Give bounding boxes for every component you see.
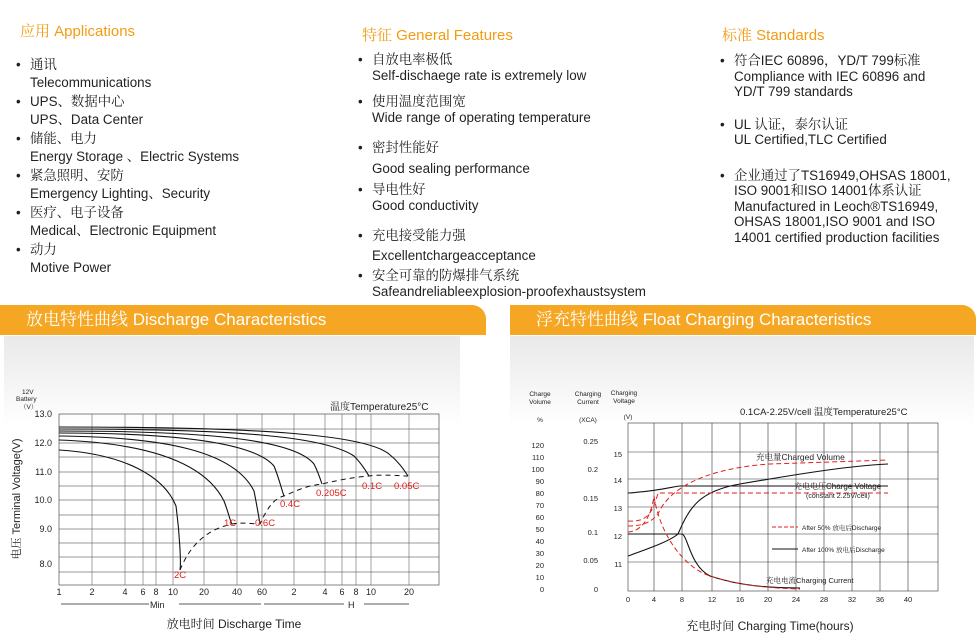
discharge-series-labels [174,481,419,581]
discharge-min-label: Min [150,600,165,610]
discharge-chart [4,336,460,636]
discharge-panel [4,336,460,636]
ytick-label: 12 [613,532,622,541]
xtick-label: 4 [651,595,657,604]
discharge-y-title: 电压 Terminal Voltage(V) [11,438,23,560]
float-xtick-labels [626,595,912,604]
float-label-volume: 充电量Charged Volume [756,452,845,462]
legend-item: After 100% 放电后Discharge [802,547,885,554]
axis-unit: (XCA) [579,417,597,424]
ytick-label: 13.0 [34,409,52,419]
list-item: • 使用温度范围宽 Wide range of operating temperature [358,94,591,125]
ytick-label: 0.15 [583,494,598,503]
series-label: 0.205C [316,488,347,499]
float-x-title: 充电时间 Charging Time(hours) [686,619,854,633]
ytick-label: 0 [539,585,544,594]
discharge-grid [59,414,439,585]
ytick-label: 12.0 [34,438,52,448]
xtick-label: 24 [791,595,801,604]
xtick-label: 0 [625,595,631,604]
applications-list [16,56,239,276]
xtick-label: 12 [707,595,717,604]
xtick-label: 10 [167,587,179,597]
features-title: 特征 General Features [362,27,513,44]
ytick-label: 13 [613,504,622,513]
float-label-voltage: 充电电压Charge Voltage [794,482,882,491]
ytick-label: 10 [535,573,544,582]
y-head-line: Battery [16,396,37,403]
list-item: • 密封性能好 Good sealing performance [358,140,530,176]
float-chart [510,336,974,636]
xtick-label: 8 [153,587,159,597]
axis-head: Charge [529,391,551,398]
series-label: 0.1C [362,481,383,492]
ytick-label: 14 [613,476,622,485]
float-panel [510,336,974,636]
xtick-label: 32 [847,595,857,604]
series-label: 1C [224,518,237,529]
xtick-label: 2 [89,587,95,597]
float-y-volume [531,441,544,594]
discharge-curves [59,427,408,570]
axis-head: Current [577,399,599,406]
ytick-label: 0.25 [583,437,598,446]
float-y-current [583,437,598,594]
axis-unit: % [537,417,543,424]
ytick-label: 10.0 [34,495,52,505]
xtick-label: 20 [763,595,773,604]
list-item: • 导电性好 Good conductivity [358,182,479,213]
ytick-label: 0.2 [587,465,598,474]
y-head-line: 12V [22,389,34,396]
list-item: • 紧急照明、安防 Emergency Lighting、Security [16,168,211,201]
series-label: 0.05C [394,481,420,492]
series-label: 0.4C [280,499,301,510]
xtick-label: 16 [735,595,745,604]
xtick-label: 1 [56,587,62,597]
list-item: • UPS、数据中心 UPS、Data Center [16,94,144,127]
xtick-label: 6 [339,587,345,597]
discharge-ytick-labels [34,409,52,569]
ytick-label: 70 [535,501,544,510]
xtick-label: 60 [256,587,268,597]
float-banner: 浮充特性曲线 Float Charging Characteristics [510,305,976,335]
xtick-label: 8 [353,587,359,597]
list-item: • 符合IEC 60896，YD/T 799标准 Compliance with IEC 60896 and YD/T 799 standards [720,53,926,99]
discharge-h-label: H [348,600,355,610]
axis-head: Voltage [613,398,635,405]
axis-head: Volume [529,399,551,406]
ytick-label: 50 [535,525,544,534]
xtick-label: 8 [679,595,685,604]
xtick-label: 10 [365,587,377,597]
discharge-vgrid [92,414,409,585]
xtick-label: 20 [198,587,210,597]
float-headers [529,390,637,424]
discharge-y-head [16,389,37,411]
ytick-label: 20 [535,561,544,570]
list-item: • 医疗、电子设备 Medical、Electronic Equipment [16,205,217,238]
float-label-current: 充电电流Charging Current [766,576,854,585]
ytick-label: 90 [535,477,544,486]
applications-title: 应用 Applications [20,23,136,40]
ytick-label: 120 [531,441,544,450]
axis-unit: (V) [623,414,633,421]
ytick-label: 60 [535,513,544,522]
list-item: • 通讯 Telecommunications [16,57,152,90]
xtick-label: 40 [231,587,243,597]
y-head-line: （V） [20,404,38,411]
list-item: • 自放电率极低 Self-dischaege rate is extremely low [358,52,587,83]
features-list [358,52,646,300]
float-grid [628,423,938,591]
xtick-label: 20 [403,587,415,597]
xtick-label: 40 [903,595,913,604]
ytick-label: 100 [531,465,544,474]
xtick-label: 36 [875,595,885,604]
list-item: • 储能、电力 Energy Storage 、Electric Systems [16,131,240,164]
xtick-label: 6 [140,587,146,597]
list-item: • 企业通过了TS16949,OHSAS 18001, ISO 9001和ISO 14001体系认证 Manufactured in Leoch®TS16949, OHSAS 18001,ISO 9001 and ISO 14001 certified production facilities [720,167,951,245]
ytick-label: 80 [535,489,544,498]
discharge-temp: 温度Temperature25°C [330,402,429,413]
ytick-label: 40 [535,537,544,546]
ytick-label: 9.0 [39,524,52,534]
standards-list [720,53,951,245]
ytick-label: 30 [535,549,544,558]
discharge-x-title: 放电时间 Discharge Time [166,617,302,631]
list-item: • UL 认证，泰尔认证 UL Certified,TLC Certified [720,116,887,147]
legend-item: After 50% 放电后Discharge [802,525,882,532]
float-label-voltage-note: (constant 2.25V/cell) [806,493,870,500]
discharge-banner: 放电特性曲线 Discharge Characteristics [0,305,486,335]
ytick-label: 8.0 [39,559,52,569]
list-item: • 充电接受能力强 Excellentchargeacceptance [358,228,536,263]
xtick-label: 4 [122,587,128,597]
ytick-label: 15 [613,450,622,459]
ytick-label: 0 [593,585,598,594]
series-label: 2C [174,570,187,581]
ytick-label: 11.0 [35,467,52,477]
axis-head: Charging [574,391,602,398]
ytick-label: 110 [532,453,544,462]
xtick-label: 4 [322,587,328,597]
list-item: • 动力 Motive Power [16,242,112,275]
xtick-label: 28 [819,595,829,604]
discharge-xtick-labels [56,587,414,597]
float-conditions: 0.1CA-2.25V/cell 温度Temperature25°C [740,407,908,418]
standards-title: 标准 Standards [722,27,825,44]
xtick-label: 2 [291,587,297,597]
series-label: 0.6C [255,518,276,529]
ytick-label: 0.1 [587,528,598,537]
axis-head: Charging [610,390,638,397]
float-y-voltage [614,450,622,569]
ytick-label: 0.05 [583,556,598,565]
ytick-label: 11 [614,560,622,569]
list-item: • 安全可靠的防爆排气系统 Safeandreliableexplosion-proofexhaustsystem [358,268,646,299]
